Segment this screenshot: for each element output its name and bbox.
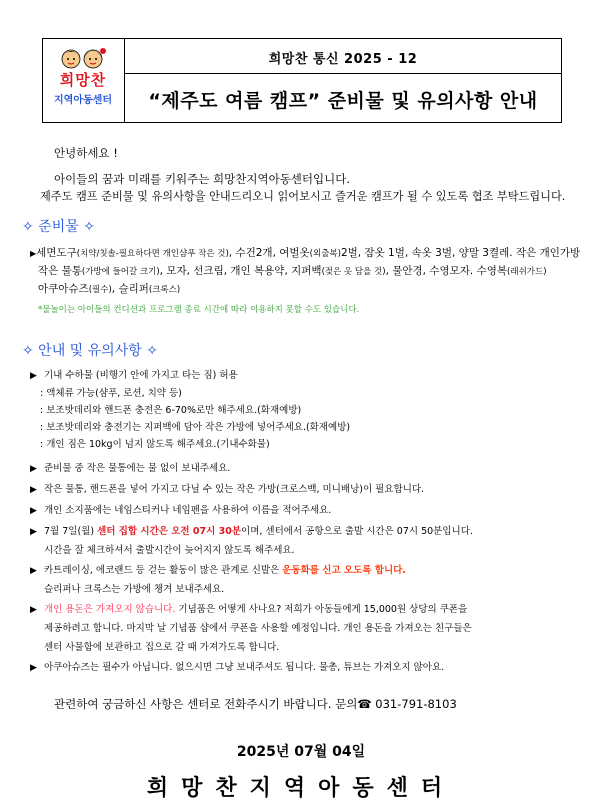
notice-4 (30, 504, 331, 518)
notice-3 (30, 483, 424, 497)
bullet-icon: ▶ (30, 249, 37, 258)
supplies-item: , 슬리퍼 (111, 283, 149, 295)
supplies-line-2 (38, 264, 547, 279)
notice-1c: : 보조밧데리와 충전기는 지퍼백에 담아 작은 가방에 넣어주세요.(화재예방) (40, 422, 351, 433)
header-divider (125, 73, 561, 74)
bullet-icon: ▶ (30, 506, 37, 516)
supplies-item: 세면도구 (36, 247, 77, 259)
notice-text: 기념품은 어떻게 사나요? 저희가 아동들에게 15,000원 상당의 쿠폰을 (175, 604, 468, 615)
supplies-item: 2벌, 잠옷 1벌, 속옷 3벌, 양말 3켤레. 작은 개인가방 (340, 247, 581, 259)
notice-text: 준비물 중 작은 물통에는 물 없이 보내주세요. (44, 463, 231, 474)
supplies-heading: ✧ 준비물 ✧ (22, 219, 95, 235)
supplies-item: , 물안경, 수영모자. 수영복 (385, 265, 508, 277)
supplies-item-note: (가방에 들어갈 크기) (81, 267, 160, 277)
supplies-item-note: (크록스) (148, 285, 181, 295)
notice-5d: 시간을 잘 체크하셔서 출발시간이 늦어지지 않도록 해주세요. (44, 545, 295, 556)
supplies-line-3 (38, 282, 180, 297)
bullet-icon: ▶ (30, 605, 37, 615)
bullet-icon: ▶ (30, 663, 37, 673)
notice-text: 이며, 센터에서 공항으로 출발 시간은 07시 50분입니다. (241, 526, 473, 537)
notice-text: 7월 7일(월) (44, 526, 98, 537)
supplies-item-note: (필수) (88, 285, 112, 295)
notice-text: 카트레이싱, 에코랜드 등 걷는 활동이 많은 관계로 신발은 (44, 565, 283, 576)
logo (43, 39, 125, 122)
pocket-money-highlight: 개인 용돈은 가져오지 않습니다. (44, 604, 176, 615)
notice-text: 아쿠아슈즈는 필수가 아닙니다. 없으시면 그냥 보내주셔도 됩니다. 물총, 튜브는 가져오지 않아요. (44, 662, 445, 673)
supplies-item-note: (외출복) (309, 249, 341, 259)
supplies-item: 아쿠아슈즈 (38, 283, 89, 295)
supplies-item-note: (젖은 옷 담을 것) (321, 267, 386, 277)
supplies-item: 작은 물통 (38, 265, 82, 277)
notice-7d: 센터 사물함에 보관하고 집으로 갈 때 가져가도록 합니다. (44, 642, 280, 653)
supplies-item-note: (래쉬가드) (507, 267, 547, 277)
bullet-icon: ▶ (30, 485, 37, 495)
bullet-icon: ▶ (30, 464, 37, 474)
issue-label: 희망찬 통신 2025 - 12 (268, 52, 418, 67)
notice-7 (30, 603, 467, 617)
notice-text: 작은 물통, 핸드폰을 넣어 가지고 다닐 수 있는 작은 가방(크로스백, 미니배낭)이 필요합니다. (44, 484, 425, 495)
notice-1a: : 액체류 가능(샴푸, 로션, 치약 등) (40, 388, 182, 399)
supplies-item: , 모자, 선크림, 개인 복용약, 지퍼백 (159, 265, 322, 277)
footer-date: 2025년 07월 04일 (236, 744, 366, 760)
meeting-time-highlight: 센터 집합 시간은 오전 07시 30분 (97, 526, 242, 537)
logo-text-1: 희망찬 (59, 71, 107, 89)
bullet-icon: ▶ (30, 566, 37, 576)
intro-line-1: 아이들의 꿈과 미래를 키워주는 희망찬지역아동센터입니다. (54, 172, 350, 186)
supplies-item: , 수건2개, 여벌옷 (228, 247, 310, 259)
notice-6c: 슬리퍼나 크록스는 가방에 챙겨 보내주세요. (44, 584, 225, 595)
bullet-icon: ▶ (30, 371, 37, 381)
supplies-note: *물놀이는 아이들의 컨디션과 프로그램 종료 시간에 따라 이용하지 못할 수도 있습니다. (38, 305, 360, 315)
notice-1 (30, 369, 238, 383)
notices-heading: ✧ 안내 및 유의사항 ✧ (22, 343, 158, 359)
page-title: “제주도 여름 캠프” 준비물 및 유의사항 안내 (148, 90, 538, 112)
contact-line: 관련하여 궁금하신 사항은 센터로 전화주시기 바랍니다. 문의☎ 031-791-8103 (54, 697, 457, 711)
supplies-line-1 (30, 246, 580, 261)
notice-1b: : 보조밧데리와 핸드폰 충전은 6-70%로만 해주세요.(화재예방) (40, 405, 302, 416)
header-box (42, 38, 562, 123)
notice-text: 개인 소지품에는 네임스티커나 네임펜을 사용하여 이름을 적어주세요. (44, 505, 332, 516)
notice-5 (30, 525, 473, 539)
shoes-highlight: 운동화를 신고 오도록 합니다. (282, 565, 406, 576)
bullet-icon: ▶ (30, 527, 37, 537)
notice-7c: 제공하려고 합니다. 마지막 날 기념품 샵에서 쿠폰을 사용할 예정입니다. 개인 용돈을 가져오는 친구들은 (44, 623, 472, 634)
logo-text-2: 지역아동센터 (54, 95, 112, 106)
notice-8 (30, 661, 444, 675)
footer-center-name: 희망찬지역아동센터 (146, 776, 456, 801)
greeting: 안녕하세요 ! (54, 146, 118, 160)
notice-6 (30, 564, 406, 578)
notice-1d: : 개인 짐은 10kg이 넘지 않도록 해주세요.(기내수화물) (40, 439, 270, 450)
notice-text: 기내 수하물 (비행기 안에 가지고 타는 짐) 허용 (44, 370, 238, 381)
notice-2 (30, 462, 230, 476)
intro-line-2: 제주도 캠프 준비물 및 유의사항을 안내드리오니 읽어보시고 즐거운 캠프가 될 수 있도록 협조 부탁드립니다. (40, 190, 566, 203)
supplies-item-note: (치약/칫솔-필요하다면 개인샴푸 작은 것) (76, 249, 229, 259)
